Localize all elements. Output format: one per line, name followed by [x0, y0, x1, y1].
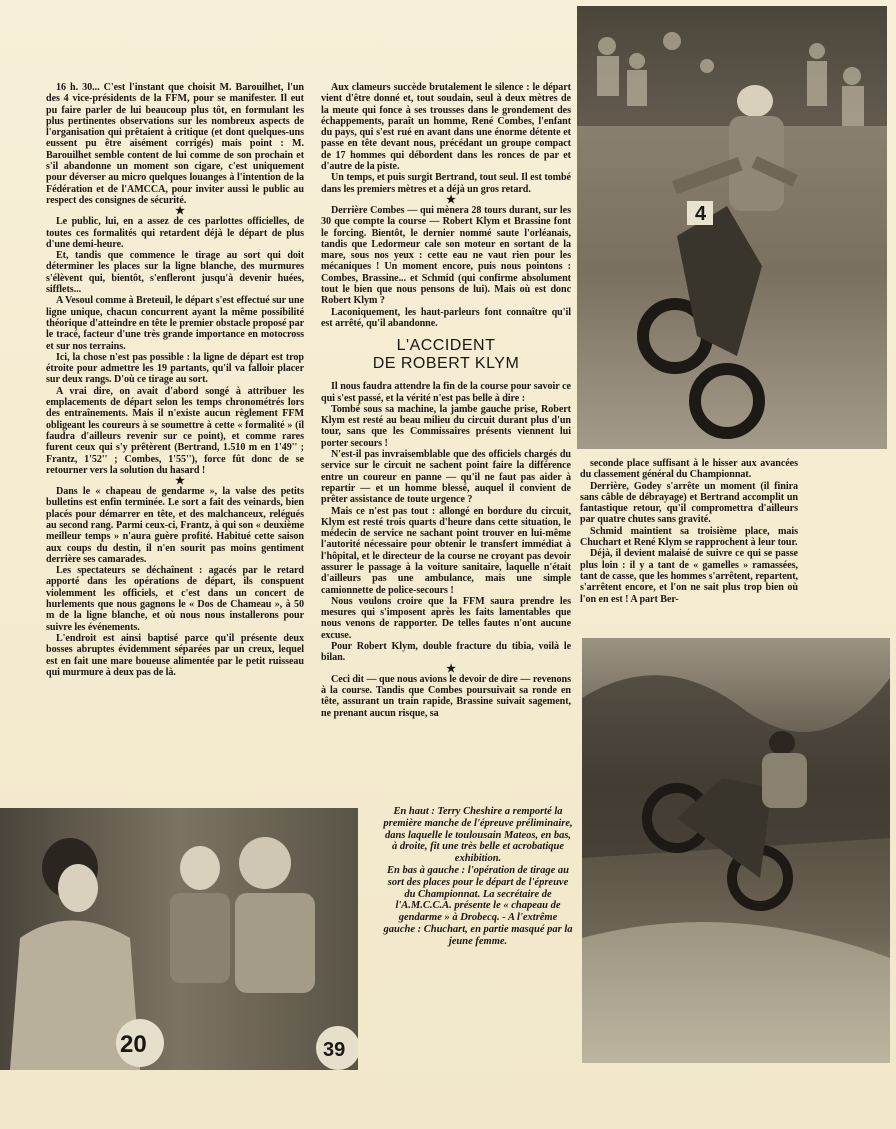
caption-bottom: En bas à gauche : l'opération de tirage au sort des places pour le départ de l'épreuve du Championnat. La secrétaire de l'A.M.C.C.A. présente le « chapeau de gendarme » à Drobecq. - A l'extrême gauche : Chuchart, en partie masqué par la jeune femme. [383, 864, 573, 947]
paragraph: Dans le « chapeau de gendarme », la valse des petits bulletins est enfin terminée. Le sort a fait des veinards, bien placés pour démarrer en tête, et des malchanceux, relégués au second rang. Parmi ceux-ci, Frantz, à qui son « deuxième meilleur temps » n'aura guère profité. Habitué cette saison aux coups du destin, il n'en sourit pas moins gentiment derrière ses camarades. [46, 486, 304, 565]
photo-rider-mateos [582, 638, 890, 1063]
race-number: 20 [120, 1031, 147, 1058]
section-star: ★ [175, 475, 185, 488]
photo-draw-for-places [0, 808, 358, 1070]
paragraph: Pour Robert Klym, double fracture du tibia, voilà le bilan. [321, 641, 571, 664]
paragraph: Déjà, il devient malaisé de suivre ce qui se passe plus loin : il y a tant de « gamelles » ramassées, tant de casse, que les hommes s'arrêtent, repartent, s'arrêtent encore, et l'on ne sait plus trop bien où l'on en est ! A part Ber- [580, 548, 798, 605]
paragraph: N'est-il pas invraisemblable que des officiels chargés du service sur le circuit ne sachent point faire la différence entre un coureur en panne — qu'il ne faut pas aider à repartir — et un homme blessé, auquel il convient de prêter assistance de toute urgence ? [321, 449, 571, 506]
paragraph: A vrai dire, on avait d'abord songé à attribuer les emplacements de départ selon les temps chronométrés lors des entraînements. Mais il n'existe aucun règlement FFM obligeant les coureurs à se soumettre à cette « formalité » (il faudra d'ailleurs revenir sur ce point), et comme rares furent ceux qui s'y prêtèrent (Bertrand, 1.510 m en 1'49'' ; Frantz, 1'52'' ; Combes, 1'55''), force fût donc de se retourner vers la solution du hasard ! [46, 385, 304, 476]
caption-top: En haut : Terry Cheshire a remporté la première manche de l'épreuve préliminaire, dans laquelle le toulousain Mateos, en bas, à droite, fit une très belle et acrobatique exhibition. [383, 806, 573, 865]
paragraph: Ceci dit — que nous avions le devoir de dire — revenons à la course. Tandis que Combes poursuivait sa ronde en tête, assurant un train rapide, Brassine suivait sagement, ne prenant aucun risque, sa [321, 673, 571, 719]
photo-rider-cheshire [577, 6, 887, 449]
heading-line-1: L'ACCIDENT [396, 337, 496, 355]
paragraph: Laconiquement, les haut-parleurs font connaître qu'il est arrêté, qu'il abandonne. [321, 306, 571, 329]
paragraph: Un temps, et puis surgit Bertrand, tout seul. Il est tombé dans les premiers mètres et a déjà un gros retard. [321, 172, 571, 195]
paragraph: 16 h. 30... C'est l'instant que choisit M. Barouilhet, l'un des 4 vice-présidents de la FFM, pour se manifester. Il eut pu faire parler de lui beaucoup plus tôt, en formulant les plus pertinentes observations sur les nombreux aspects de l'organisation qui prêtaient à critique (et dont quelques-uns eussent pu être aisément corrigés) mais point : M. Barouilhet semble content de lui comme de son prochain et s'il abandonne un moment son cigare, c'est uniquement pour déverser au micro quelques louanges à l'intention de la Fédération et de l'AMCCA, pour inviter aussi le public au respect des consignes de sécurité. [46, 82, 304, 206]
paragraph: Schmid maintient sa troisième place, mais Chuchart et René Klym se rapprochent à leur tour. [580, 525, 798, 549]
paragraph: Mais ce n'est pas tout : allongé en bordure du circuit, Klym est resté trois quarts d'heure dans cette situation, le médecin de service ne sachant point trouver en lui-même l'autorité nécessaire pour obtenir le transfert immédiat à l'hôpital, et le directeur de la course ne croyant pas devoir assurer le passage à la voiture sanitaire, laquelle n'était d'ailleurs pas une ambulance, mais une simple camionnette de police-secours ! [321, 505, 571, 596]
section-star: ★ [446, 662, 456, 675]
article-column-1 [46, 82, 304, 678]
paragraph: Les spectateurs se déchaînent : agacés par le retard apporté dans les opérations de départ, ils conspuent violemment les officiels, et c'est dans un concert de hurlements que nous gagnons le « Dos de Chameau », à 50 m de la ligne blanche, et où nous nous installerons pour suivre les événements. [46, 565, 304, 633]
section-star: ★ [175, 205, 185, 218]
race-number: 39 [323, 1039, 346, 1061]
article-column-3 [580, 458, 798, 605]
paragraph: Tombé sous sa machine, la jambe gauche prise, Robert Klym est resté au beau milieu du circuit durant plus d'un tour, sans que les Commissaires présents viennent lui porter secours ! [321, 403, 571, 449]
photo-caption [383, 806, 573, 948]
paragraph: Nous voulons croire que la FFM saura prendre les mesures qui s'imposent après les faits lamentables que nous venons de rapporter. De telles fautes n'ont aucune excuse. [321, 595, 571, 641]
section-heading [321, 337, 571, 373]
paragraph: Derrière Combes — qui mènera 28 tours durant, sur les 30 que compte la course — Robert Klym et Brassine font le forcing. Bientôt, le dernier nommé saute l'orléanais, tandis que Ledormeur cale son moteur en sortant de la mare, sous nos yeux : cette eau ne vaut rien pour les mécaniques ! Un moment encore, puis nous pointons : Combes, Brassine... et Schmid (qui confirme absolument tout le bien que nous pensons de lui). Mais où est donc Robert Klym ? [321, 204, 571, 307]
paragraph: Et, tandis que commence le tirage au sort qui doit déterminer les places sur la ligne blanche, des murmures s'élèvent qui, bientôt, s'enfleront jusqu'à devenir huées, sifflets... [46, 250, 304, 296]
paragraph: Le public, lui, en a assez de ces parlottes officielles, de toutes ces formalités qui retardent déjà le départ de plus d'une demi-heure. [46, 216, 304, 250]
article-column-2 [321, 82, 571, 719]
race-number: 4 [695, 203, 707, 225]
paragraph: L'endroit est ainsi baptisé parce qu'il présente deux bosses abruptes évidemment séparées par un creux, lequel est en fait une mare boueuse alimentée par le petit ruisseau qui murmure à deux pas de là. [46, 632, 304, 678]
paragraph: Derrière, Godey s'arrête un moment (il finira sans câble de débrayage) et Bertrand accomplit un fantastique retour, qu'il compromettra d'ailleurs par quatre chutes sans gravité. [580, 480, 798, 526]
paragraph: Aux clameurs succède brutalement le silence : le départ vient d'être donné et, tout soudain, seul à deux mètres de la meute qui fonce à ses trousses dans le grondement des échappements, paraît un homme, René Combes, l'enfant du pays, qui s'est rué en avant dans une énorme détente et passe en tête devant nous, précédant un groupe compact de 17 hommes qui débordent dans les ronces de par et d'autre de la piste. [321, 82, 571, 173]
heading-line-2: DE ROBERT KLYM [372, 355, 520, 373]
paragraph: seconde place suffisant à le hisser aux avancées du classement général du Championnat. [580, 458, 798, 481]
section-star: ★ [446, 193, 456, 206]
paragraph: Ici, la chose n'est pas possible : la ligne de départ est trop étroite pour admettre les 19 partants, qu'il va falloir placer sur deux rangs. D'où ce tirage au sort. [46, 351, 304, 386]
paragraph: Il nous faudra attendre la fin de la course pour savoir ce qui s'est passé, et la vérité n'est pas belle à dire : [321, 381, 571, 404]
paragraph: A Vesoul comme à Breteuil, le départ s'est effectué sur une ligne unique, chacun concurrent ayant la même possibilité théorique d'atteindre en tête le premier obstacle proposé par le tracé, facteur d'une très grande importance en motocross et sur nos terrains. [46, 295, 304, 352]
